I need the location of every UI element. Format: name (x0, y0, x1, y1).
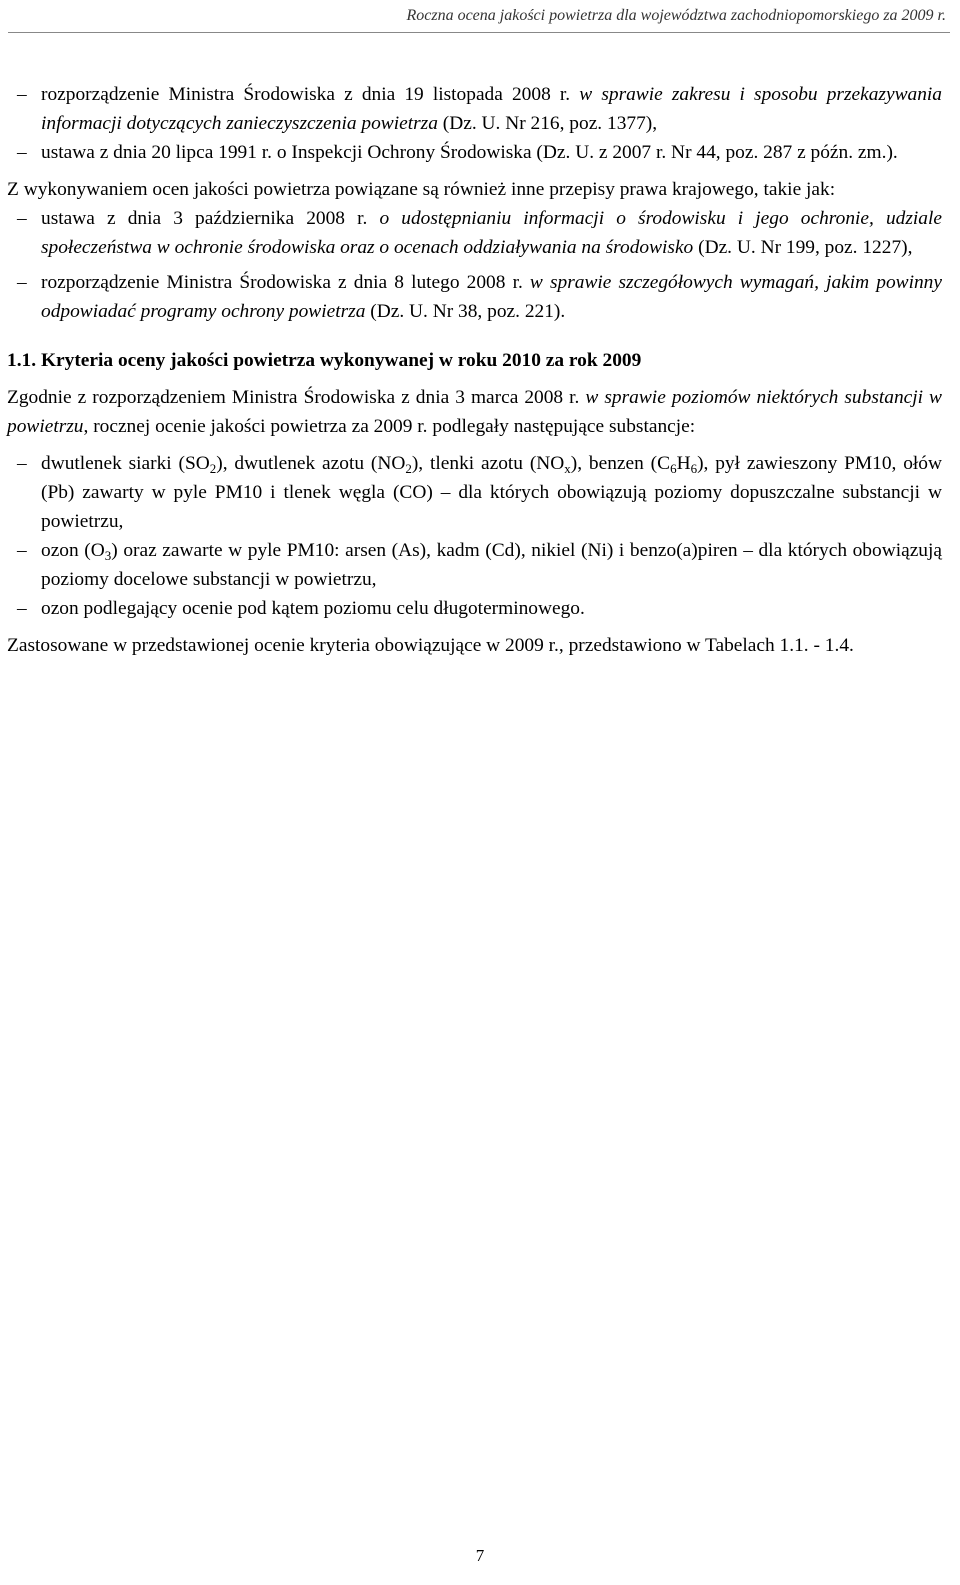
list-item: – rozporządzenie Ministra Środowiska z dnia 8 lutego 2008 r. w sprawie szczegółowych wymagań, jakim powinny odpowiadać programy ochrony powietrza (Dz. U. Nr 38, poz. 221). (7, 268, 942, 326)
list-item: – ustawa z dnia 3 października 2008 r. o udostępnianiu informacji o środowisku i jego ochronie, udziale społeczeństwa w ochronie środowiska oraz o ocenach oddziaływania na środowisko (Dz. U. Nr 199, poz. 1227), (7, 204, 942, 262)
substances-paragraph: Zgodnie z rozporządzeniem Ministra Środowiska z dnia 3 marca 2008 r. w sprawie poziomów niektórych substancji w powietrzu, rocznej ocenie jakości powietrza za 2009 r. podlegały następujące substancje: (7, 387, 942, 437)
closing-paragraph: Zastosowane w przedstawionej ocenie kryteria obowiązujące w 2009 r., przedstawiono w Tabelach 1.1. - 1.4. (7, 635, 854, 656)
intro-paragraph: Z wykonywaniem ocen jakości powietrza powiązane są również inne przepisy prawa krajowego, takie jak: (7, 179, 836, 200)
substances-list (7, 449, 942, 623)
legal-acts-list (7, 80, 942, 167)
running-header: Roczna ocena jakości powietrza dla województwa zachodniopomorskiego za 2009 r. (406, 7, 946, 24)
document-body (7, 80, 942, 660)
header-rule (8, 32, 950, 33)
section-heading: 1.1. Kryteria oceny jakości powietrza wykonywanej w roku 2010 za rok 2009 (7, 350, 642, 371)
list-item: – ustawa z dnia 20 lipca 1991 r. o Inspekcji Ochrony Środowiska (Dz. U. z 2007 r. Nr 44, poz. 287 z późn. zm.). (7, 138, 942, 167)
list-item: – rozporządzenie Ministra Środowiska z dnia 19 listopada 2008 r. w sprawie zakresu i sposobu przekazywania informacji dotyczących zanieczyszczenia powietrza (Dz. U. Nr 216, poz. 1377), (7, 80, 942, 138)
list-item: – ozon $(O_3)$ oraz zawarte w pyle PM10: arsen (As), kadm (Cd), nikiel (Ni) i benzo(a)piren – dla których obowiązują poziomy docelowe substancji w powietrzu, (7, 536, 942, 594)
page-number: 7 (475, 1546, 485, 1565)
related-acts-list (7, 204, 942, 326)
list-item: – dwutlenek siarki $(SO_2)$, dwutlenek azotu $(NO_2)$, tlenki azotu $(NO_x)$, benzen $(C_6H_6)$, pył zawieszony PM10, ołów (Pb) zawarty w pyle PM10 i tlenek węgla (CO) – dla których obowiązują poziomy dopuszczalne substancji w powietrzu, (7, 449, 942, 536)
list-item: – ozon podlegający ocenie pod kątem poziomu celu długoterminowego. (7, 594, 942, 623)
